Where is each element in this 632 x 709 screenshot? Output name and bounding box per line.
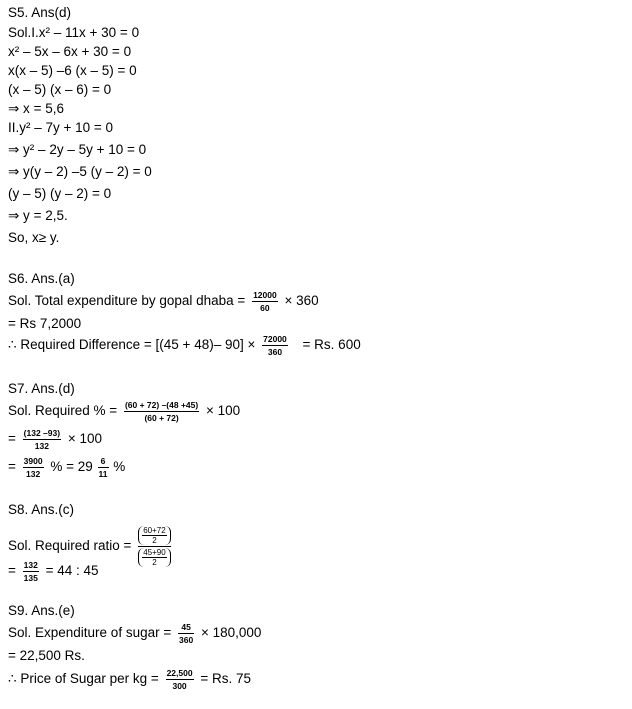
s5-line-3: x(x – 5) –6 (x – 5) = 0 bbox=[8, 63, 137, 78]
fraction-numerator: 22,500 bbox=[166, 668, 193, 678]
s6-l1-post: × 360 bbox=[284, 293, 319, 309]
s5-line-4: (x – 5) (x – 6) = 0 bbox=[8, 82, 112, 97]
s7-l3-mixed-fraction bbox=[98, 456, 109, 479]
s7-l3-fraction bbox=[23, 456, 44, 479]
s9-line-2: = 22,500 Rs. bbox=[8, 648, 85, 663]
fraction-numerator: (60 + 72) –(48 +45) bbox=[124, 400, 199, 410]
fraction-numerator: 45+90 bbox=[143, 548, 166, 557]
ratio-bottom-paren bbox=[138, 548, 170, 567]
s9-line-1 bbox=[8, 622, 261, 645]
s6-line-1 bbox=[8, 290, 319, 313]
s7-line-2 bbox=[8, 428, 102, 451]
s7-l2-fraction bbox=[23, 428, 61, 451]
s9-line-3 bbox=[8, 668, 251, 691]
s5-line-1: Sol.I.x² – 11x + 30 = 0 bbox=[8, 25, 140, 40]
s5-title: S5. Ans(d) bbox=[8, 5, 72, 20]
s8-l1-pre: Sol. Required ratio = bbox=[8, 538, 132, 554]
s9-l1-post: × 180,000 bbox=[200, 625, 262, 641]
s7-l3-post: % bbox=[113, 459, 126, 475]
s5-line-2: x² – 5x – 6x + 30 = 0 bbox=[8, 44, 132, 59]
fraction-denominator: 11 bbox=[98, 469, 108, 479]
s9-l1-fraction bbox=[178, 622, 194, 645]
ratio-top-inner bbox=[142, 526, 166, 545]
fraction-numerator: 45 bbox=[178, 622, 194, 634]
fraction-numerator: (132 –93) bbox=[23, 428, 61, 438]
s5-line-6: II.y² – 7y + 10 = 0 bbox=[8, 120, 114, 135]
s9-l3-pre: ∴ Price of Sugar per kg = bbox=[8, 671, 159, 687]
s9-l3-fraction bbox=[166, 668, 194, 691]
s9-l1-pre: Sol. Expenditure of sugar = bbox=[8, 625, 172, 641]
s7-line-3 bbox=[8, 456, 125, 479]
s6-line-2: = Rs 7,2000 bbox=[8, 316, 82, 331]
s5-line-10: ⇒ y = 2,5. bbox=[8, 208, 68, 223]
s7-l1-fraction bbox=[124, 400, 199, 423]
s5-line-11: So, x≥ y. bbox=[8, 230, 60, 245]
fraction-numerator: 6 bbox=[98, 456, 109, 468]
s7-l2-pre: = bbox=[8, 431, 16, 447]
ratio-top bbox=[138, 526, 170, 547]
fraction-numerator: 12000 bbox=[253, 290, 277, 300]
fraction-numerator: 60+72 bbox=[143, 526, 166, 535]
s7-l3-mid: % = 29 bbox=[50, 459, 93, 475]
fraction-denominator: 60 bbox=[260, 303, 270, 313]
s8-l2-post: = 44 : 45 bbox=[45, 563, 99, 579]
ratio-bottom-inner bbox=[142, 548, 166, 567]
s6-l3-post: = Rs. 600 bbox=[302, 337, 361, 353]
fraction-denominator: 132 bbox=[34, 441, 49, 451]
s6-line-3 bbox=[8, 334, 361, 357]
fraction-denominator: 132 bbox=[26, 469, 41, 479]
s7-title: S7. Ans.(d) bbox=[8, 381, 75, 396]
s6-l1-pre: Sol. Total expenditure by gopal dhaba = bbox=[8, 293, 246, 309]
s6-l1-fraction bbox=[252, 290, 278, 313]
s8-l2-pre: = bbox=[8, 563, 16, 579]
s6-title: S6. Ans.(a) bbox=[8, 271, 75, 286]
fraction-denominator: 2 bbox=[152, 536, 157, 545]
fraction-denominator: 300 bbox=[172, 681, 187, 691]
fraction-numerator: 3900 bbox=[23, 456, 43, 466]
fraction-denominator: 2 bbox=[152, 558, 157, 567]
s8-line-2 bbox=[8, 560, 99, 583]
s5-line-8: ⇒ y(y – 2) –5 (y – 2) = 0 bbox=[8, 164, 152, 179]
fraction-denominator: 360 bbox=[267, 347, 283, 357]
ratio-top-paren bbox=[138, 526, 170, 545]
s7-line-1 bbox=[8, 400, 240, 423]
fraction-numerator: 72000 bbox=[263, 334, 287, 344]
fraction-numerator: 132 bbox=[23, 560, 38, 570]
s7-l1-pre: Sol. Required % = bbox=[8, 403, 118, 419]
s7-l2-post: × 100 bbox=[67, 431, 102, 447]
s9-l3-post: = Rs. 75 bbox=[200, 671, 251, 687]
s7-l3-pre: = bbox=[8, 459, 16, 475]
s5-line-5: ⇒ x = 5,6 bbox=[8, 101, 64, 116]
s9-title: S9. Ans.(e) bbox=[8, 603, 75, 618]
s8-title: S8. Ans.(c) bbox=[8, 502, 75, 517]
s7-l1-post: × 100 bbox=[205, 403, 241, 419]
s8-ratio-fraction bbox=[138, 526, 170, 567]
s5-line-9: (y – 5) (y – 2) = 0 bbox=[8, 186, 112, 201]
fraction-denominator: 135 bbox=[23, 573, 38, 583]
s5-line-7: ⇒ y² – 2y – 5y + 10 = 0 bbox=[8, 142, 147, 157]
s8-l2-fraction bbox=[23, 560, 39, 583]
fraction-denominator: (60 + 72) bbox=[144, 413, 179, 423]
s6-l3-fraction bbox=[262, 334, 288, 357]
s6-l3-pre: ∴ Required Difference = [(45 + 48)– 90] × bbox=[8, 337, 256, 353]
ratio-bottom bbox=[138, 547, 170, 567]
fraction-denominator: 360 bbox=[179, 635, 194, 645]
